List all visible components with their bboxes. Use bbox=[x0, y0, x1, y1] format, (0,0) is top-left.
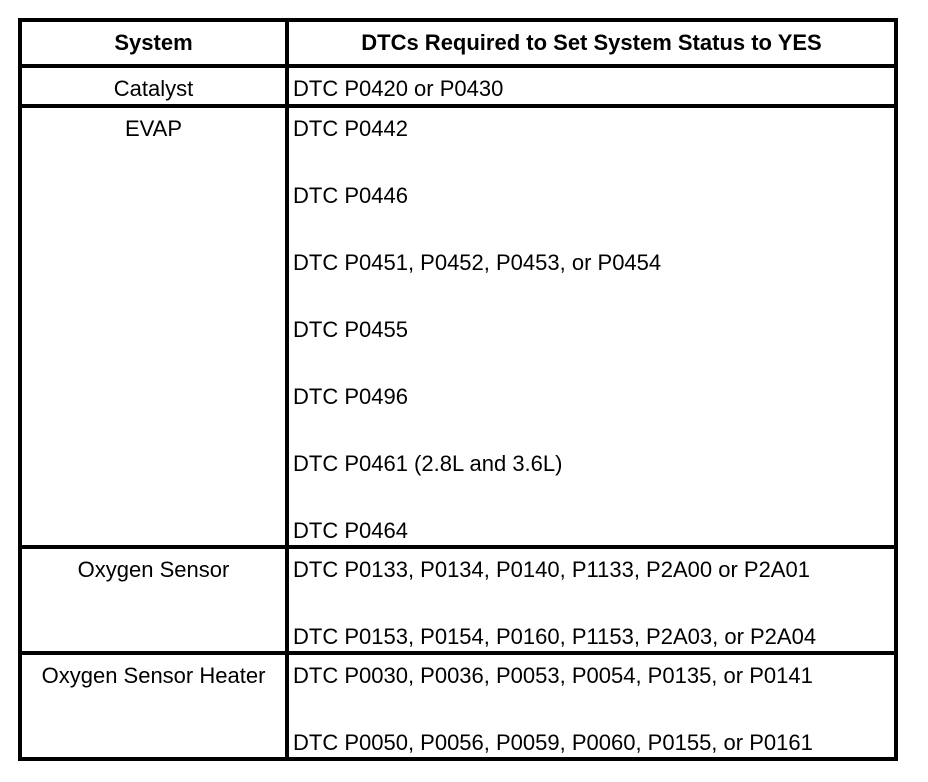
system-name: EVAP bbox=[124, 116, 183, 141]
system-name: Catalyst bbox=[113, 76, 194, 101]
dtc-entry: DTC P0133, P0134, P0140, P1133, P2A00 or P2A01 bbox=[293, 557, 810, 582]
dtc-entry: DTC P0030, P0036, P0053, P0054, P0135, or P0141 bbox=[293, 663, 813, 688]
system-cell bbox=[20, 653, 287, 759]
dtc-entry: DTC P0464 bbox=[293, 518, 408, 543]
system-name: Oxygen Sensor Heater bbox=[41, 663, 266, 688]
dtc-cell bbox=[287, 653, 896, 759]
table-header-row bbox=[20, 20, 896, 66]
dtc-entry: DTC P0455 bbox=[293, 317, 408, 342]
dtc-entry: DTC P0420 or P0430 bbox=[293, 76, 504, 101]
dtc-entry: DTC P0153, P0154, P0160, P1153, P2A03, or P2A04 bbox=[293, 624, 817, 649]
header-system bbox=[20, 20, 287, 66]
dtc-entry: DTC P0496 bbox=[293, 384, 408, 409]
table-row-oxygen-sensor bbox=[20, 547, 896, 653]
system-cell bbox=[20, 547, 287, 653]
dtc-cell bbox=[287, 66, 896, 106]
dtc-system-status-table bbox=[18, 18, 898, 761]
header-dtcs bbox=[287, 20, 896, 66]
system-cell bbox=[20, 106, 287, 547]
system-cell bbox=[20, 66, 287, 106]
dtc-entry: DTC P0050, P0056, P0059, P0060, P0155, or P0161 bbox=[293, 730, 813, 755]
system-name: Oxygen Sensor bbox=[77, 557, 230, 582]
dtc-entry: DTC P0446 bbox=[293, 183, 408, 208]
table-row-catalyst bbox=[20, 66, 896, 106]
dtc-cell bbox=[287, 106, 896, 547]
header-dtcs-label: DTCs Required to Set System Status to YES bbox=[361, 30, 822, 55]
header-system-label: System bbox=[114, 30, 193, 55]
dtc-cell bbox=[287, 547, 896, 653]
table-row-oxygen-sensor-heater bbox=[20, 653, 896, 759]
dtc-entry: DTC P0442 bbox=[293, 116, 408, 141]
dtc-entry: DTC P0451, P0452, P0453, or P0454 bbox=[293, 250, 662, 275]
dtc-entry: DTC P0461 (2.8L and 3.6L) bbox=[293, 451, 563, 476]
table-row-evap bbox=[20, 106, 896, 547]
